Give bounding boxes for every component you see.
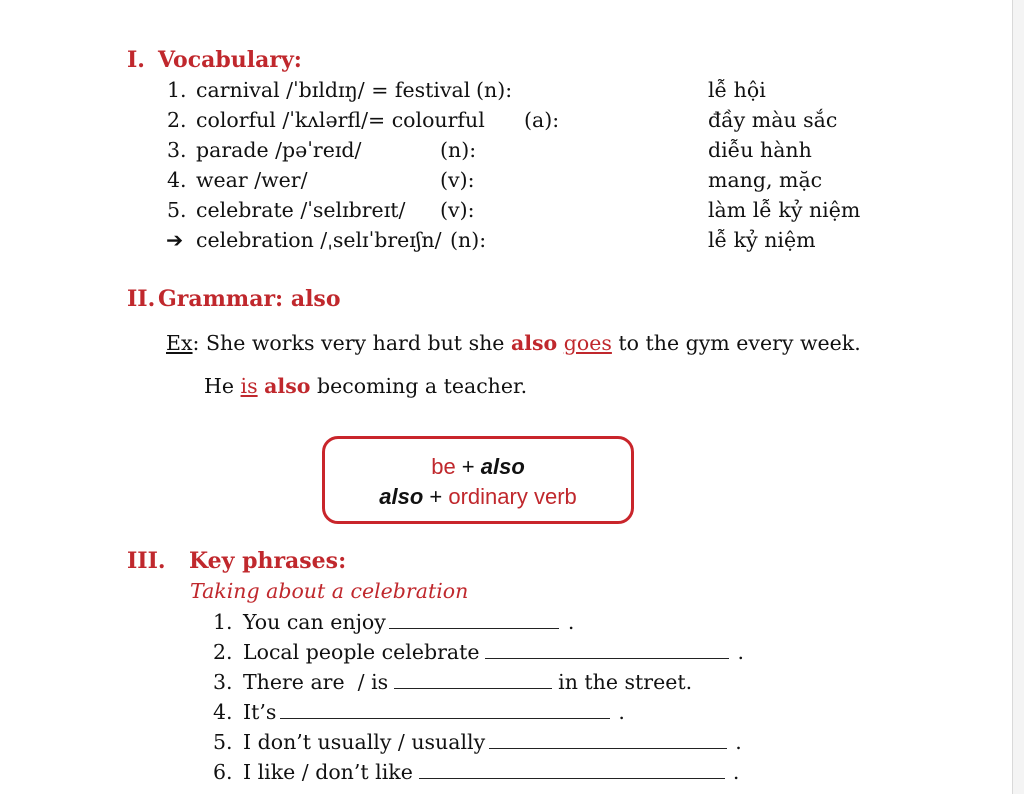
vocab-meaning: lễ hội	[708, 78, 766, 102]
phrase-end: .	[732, 760, 740, 784]
phrase-item	[243, 640, 744, 664]
phrase-text: It’s	[243, 700, 277, 724]
vocab-pos: (n):	[450, 228, 487, 252]
phrase-marker: 6.	[213, 760, 233, 784]
rule-ordinary-verb: ordinary verb	[448, 484, 577, 509]
rule-be: be	[431, 454, 456, 479]
phrase-end: .	[567, 610, 575, 634]
vocab-meaning: diễu hành	[708, 138, 812, 162]
answer-blank[interactable]	[485, 640, 729, 659]
section-2-numeral: II.	[127, 286, 156, 312]
also-keyword: also	[510, 331, 558, 355]
answer-blank[interactable]	[419, 760, 725, 779]
rule-line-2	[325, 482, 631, 512]
section-3-numeral: III.	[127, 548, 166, 574]
section-2-heading: Grammar: also	[158, 286, 341, 312]
phrase-text: Local people celebrate	[243, 640, 480, 664]
phrase-end: in the street.	[558, 670, 693, 694]
vocab-word: wear /wer/	[196, 168, 308, 192]
vocab-pos: (a):	[524, 108, 560, 132]
vocab-marker: 5.	[167, 198, 187, 222]
phrase-marker: 2.	[213, 640, 233, 664]
phrase-text: There are / is	[243, 670, 389, 694]
vocab-pos: (n):	[440, 138, 477, 162]
arrow-icon: ➔	[166, 228, 184, 252]
phrase-item	[243, 670, 692, 694]
rule-plus: +	[423, 484, 449, 509]
rule-line-1	[325, 452, 631, 482]
rule-also: also	[379, 484, 424, 509]
phrase-end: .	[735, 730, 742, 754]
vocab-meaning: làm lễ kỷ niệm	[708, 198, 861, 222]
rule-plus: +	[455, 454, 481, 479]
also-keyword: also	[264, 374, 311, 398]
vocab-pos: (v):	[440, 198, 475, 222]
vocab-word: carnival /ˈbɪldɪŋ/ = festival	[196, 78, 471, 102]
vocab-word: celebrate /ˈselɪbreɪt/	[196, 198, 406, 222]
example-colon: :	[192, 331, 200, 355]
example-text: He	[204, 374, 241, 398]
phrase-text: I don’t usually / usually	[243, 730, 486, 754]
phrase-item	[243, 610, 574, 634]
phrase-marker: 1.	[213, 610, 233, 634]
answer-blank[interactable]	[394, 670, 552, 689]
grammar-example-1	[166, 331, 861, 355]
example-text: to the gym every week.	[611, 331, 861, 355]
vocab-marker: 1.	[167, 78, 187, 102]
rule-also: also	[480, 454, 525, 479]
vocab-pos: (v):	[440, 168, 475, 192]
vocab-marker: 2.	[167, 108, 187, 132]
example-verb: is	[240, 374, 258, 398]
phrase-item	[243, 700, 625, 724]
vocab-marker: 4.	[167, 168, 187, 192]
section-1-heading: Vocabulary:	[158, 47, 302, 73]
vocab-meaning: lễ kỷ niệm	[708, 228, 816, 252]
phrase-text: I like / don’t like	[243, 760, 413, 784]
vocab-word: celebration /ˌselɪˈbreɪʃn/	[196, 228, 442, 252]
answer-blank[interactable]	[389, 610, 559, 629]
grammar-rule-box	[322, 436, 634, 524]
vocab-marker: 3.	[167, 138, 187, 162]
vocab-meaning: đầy màu sắc	[708, 108, 838, 132]
vocab-pos: (n):	[476, 78, 513, 102]
vocab-word: parade /pəˈreɪd/	[196, 138, 362, 162]
vocab-meaning: mang, mặc	[708, 168, 823, 192]
example-text: becoming a teacher.	[310, 374, 528, 398]
phrase-item	[243, 760, 739, 784]
section-1-numeral: I.	[127, 47, 145, 73]
phrase-text: You can enjoy	[243, 610, 386, 634]
answer-blank[interactable]	[489, 730, 727, 749]
key-phrases-subheading: Taking about a celebration	[190, 579, 469, 603]
example-verb: goes	[563, 331, 612, 355]
phrase-item	[243, 730, 742, 754]
phrase-marker: 3.	[213, 670, 233, 694]
phrase-end: .	[737, 640, 745, 664]
phrase-end: .	[618, 700, 625, 724]
section-3-heading: Key phrases:	[189, 548, 347, 574]
phrase-marker: 5.	[213, 730, 233, 754]
vocab-word: colorful /ˈkʌlərfl/= colourful	[196, 108, 485, 132]
grammar-example-2	[204, 374, 527, 398]
phrase-marker: 4.	[213, 700, 233, 724]
example-label: Ex	[166, 331, 193, 355]
answer-blank[interactable]	[280, 700, 610, 719]
example-text: She works very hard but she	[199, 331, 511, 355]
